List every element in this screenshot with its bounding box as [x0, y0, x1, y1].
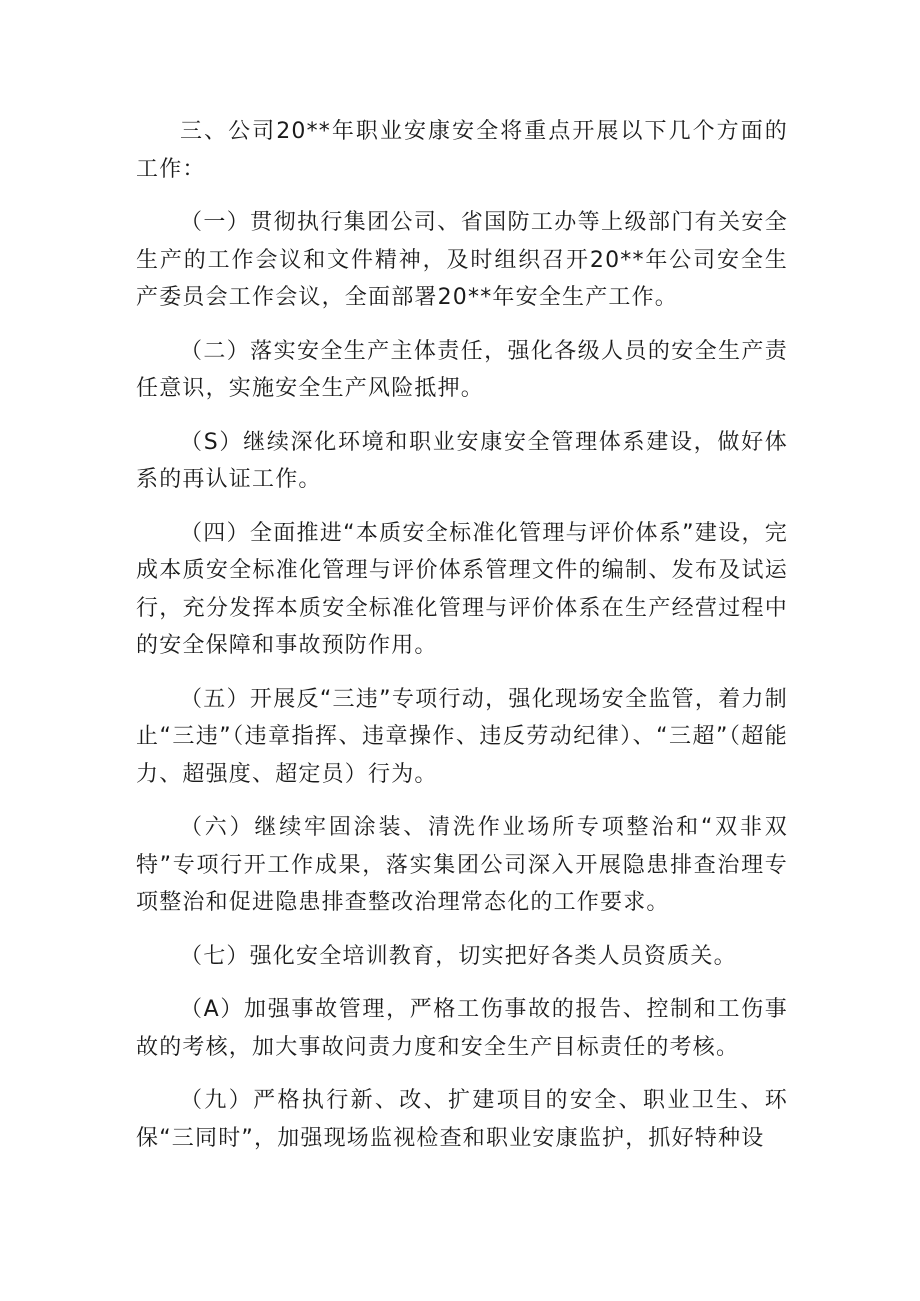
document-body [136, 113, 788, 1173]
paragraph-item-1: （一）贯彻执行集团公司、省国防工办等上级部门有关安全生产的工作会议和文件精神，及时组织召开20**年公司安全生产委员会工作会议，全面部署20**年安全生产工作。 [136, 210, 788, 310]
paragraph-item-2: （二）落实安全生产主体责任，强化各级人员的安全生产责任意识，实施安全生产风险抵押。 [136, 338, 788, 401]
paragraph-item-4: （四）全面推进“本质安全标准化管理与评价体系”建设，完成本质安全标准化管理与评价体系管理文件的编制、发布及试运行，充分发挥本质安全标准化管理与评价体系在生产经营过程中的安全保障和事故预防作用。 [136, 520, 788, 658]
paragraph-item-3: （S）继续深化环境和职业安康安全管理体系建设，做好体系的再认证工作。 [136, 429, 788, 492]
paragraph-item-7: （七）强化安全培训教育，切实把好各类人员资质关。 [180, 943, 737, 969]
paragraph-item-5: （五）开展反“三违”专项行动，强化现场安全监管，着力制止“三违”（违章指挥、违章操作、违反劳动纪律）、“三超”（超能力、超强度、超定员）行为。 [136, 686, 788, 787]
paragraph-item-6: （六）继续牢固涂装、清洗作业场所专项整治和“双非双特”专项行开工作成果，落实集团公司深入开展隐患排查治理专项整治和促进隐患排查整改治理常态化的工作要求。 [136, 815, 788, 915]
section-heading-paragraph: 三、公司20**年职业安康安全将重点开展以下几个方面的工作： [136, 119, 788, 182]
paragraph-item-9: （九）严格执行新、改、扩建项目的安全、职业卫生、环保“三同时”，加强现场监视检查和职业安康监护，抓好特种设 [136, 1088, 788, 1151]
paragraph-item-8: （A）加强事故管理，严格工伤事故的报告、控制和工伤事故的考核，加大事故问责力度和安全生产目标责任的考核。 [136, 997, 788, 1060]
